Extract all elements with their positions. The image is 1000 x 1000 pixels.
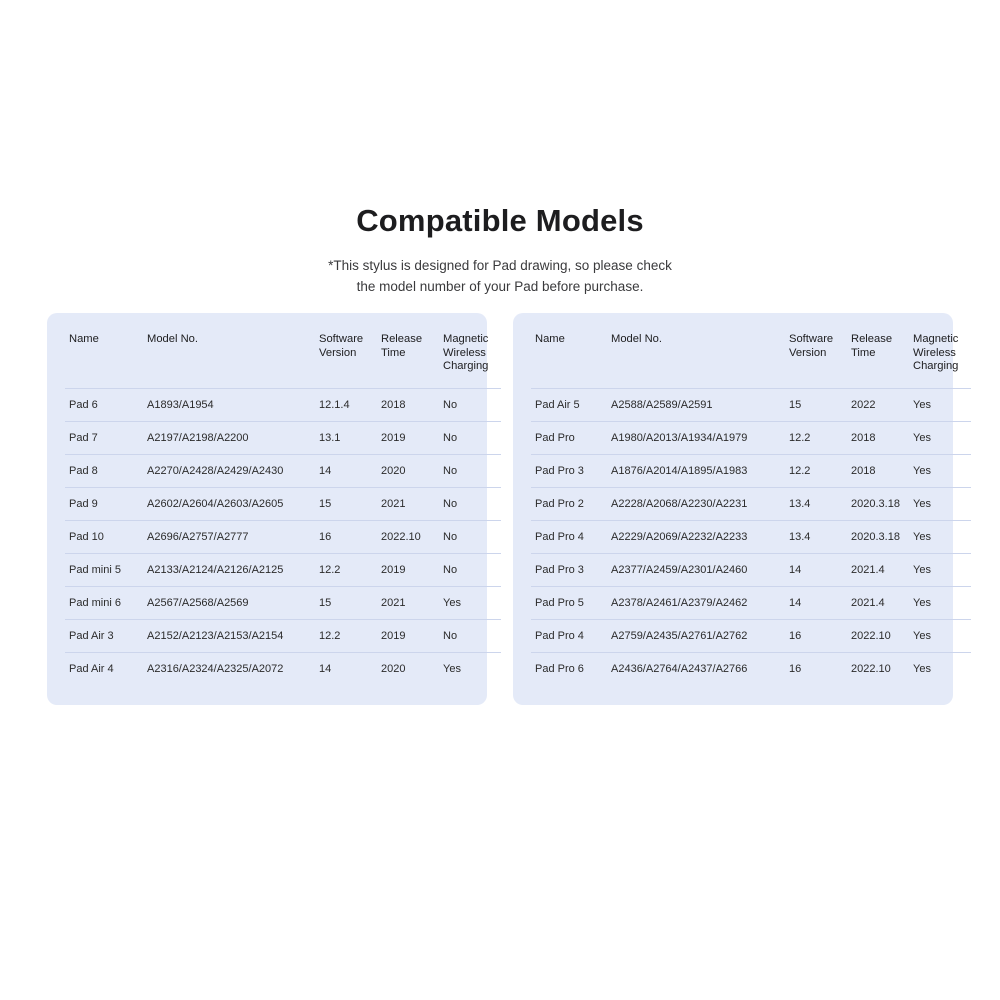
cell-release: 2021	[377, 487, 439, 520]
cell-magnetic: Yes	[909, 487, 971, 520]
left-compatibility-table	[65, 329, 501, 685]
cell-software: 12.2	[785, 454, 847, 487]
left-table-card	[47, 313, 487, 705]
cell-release: 2018	[847, 421, 909, 454]
page-subtitle	[0, 255, 1000, 297]
cell-name: Pad 9	[65, 487, 143, 520]
cell-model: A2377/A2459/A2301/A2460	[607, 553, 785, 586]
cell-magnetic: Yes	[909, 520, 971, 553]
cell-name: Pad Air 4	[65, 652, 143, 685]
column-header-magnetic-wireless-charging: Magnetic Wireless Charging	[443, 333, 489, 372]
cell-magnetic: No	[439, 619, 501, 652]
cell-name: Pad Air 3	[65, 619, 143, 652]
left-table-body	[65, 388, 501, 685]
cell-release: 2022.10	[847, 652, 909, 685]
table-row	[65, 586, 501, 619]
cell-model: A2588/A2589/A2591	[607, 388, 785, 421]
cell-magnetic: No	[439, 388, 501, 421]
cell-software: 14	[785, 553, 847, 586]
cell-magnetic: Yes	[439, 586, 501, 619]
right-table-head	[531, 329, 971, 388]
table-header-row	[531, 329, 971, 388]
table-row	[65, 421, 501, 454]
cell-release: 2019	[377, 553, 439, 586]
cell-name: Pad Pro 4	[531, 520, 607, 553]
cell-magnetic: Yes	[909, 421, 971, 454]
table-row	[531, 586, 971, 619]
table-row	[65, 388, 501, 421]
cell-magnetic: No	[439, 421, 501, 454]
cell-release: 2018	[377, 388, 439, 421]
right-compatibility-table	[531, 329, 971, 685]
cell-software: 13.4	[785, 520, 847, 553]
cell-model: A2759/A2435/A2761/A2762	[607, 619, 785, 652]
cell-name: Pad 10	[65, 520, 143, 553]
table-row	[531, 487, 971, 520]
cell-release: 2020	[377, 454, 439, 487]
cell-model: A2696/A2757/A2777	[143, 520, 315, 553]
cell-release: 2019	[377, 619, 439, 652]
column-header-magnetic-wireless-charging: Magnetic Wireless Charging	[913, 333, 959, 372]
cell-model: A2602/A2604/A2603/A2605	[143, 487, 315, 520]
cell-name: Pad mini 6	[65, 586, 143, 619]
table-row	[531, 619, 971, 652]
table-row	[531, 388, 971, 421]
column-header-software-version: Software Version	[319, 333, 364, 359]
tables-container	[47, 313, 959, 705]
table-row	[65, 487, 501, 520]
table-row	[65, 553, 501, 586]
subtitle-line-1: *This stylus is designed for Pad drawing, so please check	[328, 258, 672, 273]
page-title: Compatible Models	[356, 203, 644, 238]
cell-software: 12.1.4	[315, 388, 377, 421]
cell-software: 12.2	[315, 619, 377, 652]
cell-model: A1876/A2014/A1895/A1983	[607, 454, 785, 487]
column-header-release-time: Release Time	[851, 333, 893, 359]
cell-name: Pad Pro 2	[531, 487, 607, 520]
cell-release: 2022.10	[377, 520, 439, 553]
cell-model: A1980/A2013/A1934/A1979	[607, 421, 785, 454]
cell-model: A2197/A2198/A2200	[143, 421, 315, 454]
cell-name: Pad Air 5	[531, 388, 607, 421]
cell-name: Pad Pro 4	[531, 619, 607, 652]
cell-release: 2021.4	[847, 586, 909, 619]
cell-release: 2018	[847, 454, 909, 487]
column-header-name: Name	[69, 333, 99, 345]
cell-magnetic: Yes	[909, 388, 971, 421]
cell-magnetic: Yes	[909, 652, 971, 685]
cell-software: 15	[785, 388, 847, 421]
table-row	[531, 421, 971, 454]
cell-model: A2270/A2428/A2429/A2430	[143, 454, 315, 487]
cell-magnetic: Yes	[909, 553, 971, 586]
column-header-release-time: Release Time	[381, 333, 423, 359]
cell-model: A2228/A2068/A2230/A2231	[607, 487, 785, 520]
table-row	[65, 520, 501, 553]
cell-name: Pad 7	[65, 421, 143, 454]
cell-magnetic: No	[439, 520, 501, 553]
table-row	[531, 652, 971, 685]
cell-name: Pad Pro 3	[531, 454, 607, 487]
cell-release: 2019	[377, 421, 439, 454]
cell-magnetic: No	[439, 553, 501, 586]
right-table-card	[513, 313, 959, 705]
cell-software: 13.1	[315, 421, 377, 454]
cell-software: 16	[315, 520, 377, 553]
cell-software: 15	[315, 586, 377, 619]
table-row	[531, 520, 971, 553]
cell-software: 12.2	[785, 421, 847, 454]
cell-release: 2022	[847, 388, 909, 421]
subtitle-line-2: the model number of your Pad before purchase.	[356, 279, 644, 294]
cell-magnetic: Yes	[909, 454, 971, 487]
cell-magnetic: No	[439, 454, 501, 487]
column-header-model-no: Model No.	[147, 333, 198, 345]
cell-release: 2020.3.18	[847, 520, 909, 553]
cell-software: 16	[785, 652, 847, 685]
cell-model: A2436/A2764/A2437/A2766	[607, 652, 785, 685]
cell-model: A2378/A2461/A2379/A2462	[607, 586, 785, 619]
column-header-model-no: Model No.	[611, 333, 662, 345]
cell-name: Pad Pro 5	[531, 586, 607, 619]
cell-release: 2020.3.18	[847, 487, 909, 520]
cell-software: 14	[785, 586, 847, 619]
cell-software: 12.2	[315, 553, 377, 586]
cell-model: A2152/A2123/A2153/A2154	[143, 619, 315, 652]
column-header-name: Name	[535, 333, 565, 345]
cell-software: 15	[315, 487, 377, 520]
cell-model: A2567/A2568/A2569	[143, 586, 315, 619]
table-row	[65, 454, 501, 487]
cell-release: 2021.4	[847, 553, 909, 586]
left-table-head	[65, 329, 501, 388]
cell-release: 2022.10	[847, 619, 909, 652]
right-table-body	[531, 388, 971, 685]
cell-model: A2316/A2324/A2325/A2072	[143, 652, 315, 685]
table-row	[531, 553, 971, 586]
cell-model: A2229/A2069/A2232/A2233	[607, 520, 785, 553]
cell-magnetic: Yes	[909, 586, 971, 619]
table-row	[531, 454, 971, 487]
cell-release: 2021	[377, 586, 439, 619]
cell-name: Pad 6	[65, 388, 143, 421]
cell-magnetic: Yes	[909, 619, 971, 652]
cell-name: Pad 8	[65, 454, 143, 487]
cell-name: Pad Pro 6	[531, 652, 607, 685]
cell-software: 14	[315, 454, 377, 487]
cell-magnetic: No	[439, 487, 501, 520]
cell-software: 14	[315, 652, 377, 685]
cell-name: Pad Pro 3	[531, 553, 607, 586]
table-row	[65, 619, 501, 652]
cell-name: Pad Pro	[531, 421, 607, 454]
cell-software: 13.4	[785, 487, 847, 520]
table-row	[65, 652, 501, 685]
cell-model: A2133/A2124/A2126/A2125	[143, 553, 315, 586]
table-header-row	[65, 329, 501, 388]
cell-name: Pad mini 5	[65, 553, 143, 586]
cell-release: 2020	[377, 652, 439, 685]
column-header-software-version: Software Version	[789, 333, 834, 359]
cell-model: A1893/A1954	[143, 388, 315, 421]
cell-software: 16	[785, 619, 847, 652]
cell-magnetic: Yes	[439, 652, 501, 685]
